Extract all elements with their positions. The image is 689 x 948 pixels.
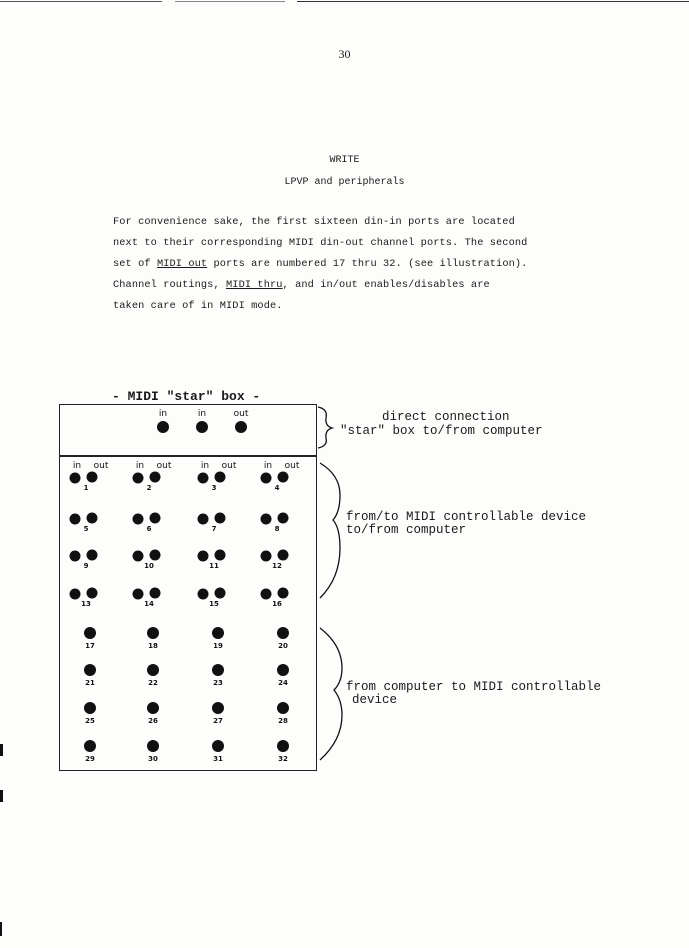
port-out xyxy=(278,513,289,524)
scan-speck xyxy=(0,744,3,756)
single-out-port xyxy=(84,627,96,639)
port-out xyxy=(278,472,289,483)
port-in xyxy=(70,551,81,562)
page-subtitle: LPVP and peripherals xyxy=(284,177,405,188)
pair-in-label: in xyxy=(263,461,273,471)
single-port-number: 22 xyxy=(148,679,158,687)
port-in xyxy=(70,473,81,484)
paragraph-line-5: taken care of in MIDI mode. xyxy=(113,300,283,312)
paragraph-midi-out: MIDI out xyxy=(156,258,208,270)
pair-port-number: 6 xyxy=(146,525,152,533)
single-out-port xyxy=(147,740,159,752)
port-in xyxy=(198,473,209,484)
port-in xyxy=(198,551,209,562)
single-out-port xyxy=(147,664,159,676)
pair-port-number: 9 xyxy=(83,562,89,570)
scan-speck xyxy=(0,922,2,936)
pair-in-label: in xyxy=(200,461,210,471)
single-port-number: 30 xyxy=(148,755,158,763)
brace-middle xyxy=(320,463,340,598)
box-title: - MIDI "star" box - xyxy=(112,389,261,404)
port-out xyxy=(87,472,98,483)
brace-bottom xyxy=(320,628,342,760)
computer-port-label: out xyxy=(233,409,249,419)
port-out xyxy=(215,513,226,524)
pair-port-number: 12 xyxy=(272,562,282,570)
pair-port-number: 16 xyxy=(272,600,282,608)
single-port-number: 26 xyxy=(148,717,158,725)
port-out xyxy=(215,472,226,483)
pair-port-number: 8 xyxy=(274,525,280,533)
brace-top xyxy=(318,407,332,448)
single-out-port xyxy=(212,740,224,752)
pair-port-number: 4 xyxy=(274,484,280,492)
single-port-number: 18 xyxy=(148,642,158,650)
single-out-port xyxy=(212,627,224,639)
port-out xyxy=(278,588,289,599)
port-in xyxy=(261,473,272,484)
paragraph-line-3-start: set of xyxy=(113,258,157,270)
port-out xyxy=(87,588,98,599)
annotation-middle-line-2: to/from computer xyxy=(346,523,467,537)
single-out-port xyxy=(84,740,96,752)
single-port-number: 29 xyxy=(85,755,95,763)
port-out xyxy=(150,550,161,561)
paragraph-line-4-start: Channel routings, xyxy=(113,279,227,291)
port-in xyxy=(261,589,272,600)
page-title: WRITE xyxy=(329,155,360,166)
single-out-port xyxy=(147,627,159,639)
port-out xyxy=(150,588,161,599)
pair-in-label: in xyxy=(72,461,82,471)
pair-port-number: 14 xyxy=(144,600,154,608)
annotation-bottom-line-2: device xyxy=(352,693,398,707)
annotation-top-line-1: direct connection xyxy=(382,410,510,424)
pair-port-number: 1 xyxy=(83,484,89,492)
pair-out-label: out xyxy=(156,461,172,471)
port-in xyxy=(133,589,144,600)
port-out xyxy=(278,550,289,561)
page-number: 30 xyxy=(338,47,351,61)
pair-port-number: 3 xyxy=(211,484,217,492)
single-out-port xyxy=(277,702,289,714)
annotation-bottom-line-1: from computer to MIDI controllable xyxy=(346,680,602,694)
computer-port xyxy=(235,421,247,433)
pair-port-number: 15 xyxy=(209,600,219,608)
port-out xyxy=(150,472,161,483)
paragraph-line-3-end: ports are numbered 17 thru 32. (see illustration). xyxy=(207,258,528,270)
port-in xyxy=(198,589,209,600)
pair-out-label: out xyxy=(93,461,109,471)
pair-port-number: 7 xyxy=(211,525,217,533)
port-in xyxy=(133,514,144,525)
paragraph-line-2: next to their corresponding MIDI din-out channel ports. The second xyxy=(113,237,528,249)
pair-out-label: out xyxy=(284,461,300,471)
port-in xyxy=(133,473,144,484)
single-out-port xyxy=(277,664,289,676)
computer-port-label: in xyxy=(158,409,168,419)
single-port-number: 17 xyxy=(85,642,95,650)
pair-port-number: 5 xyxy=(83,525,89,533)
single-port-number: 28 xyxy=(278,717,288,725)
pair-out-label: out xyxy=(221,461,237,471)
paragraph-line-4-end: , and in/out enables/disables are xyxy=(282,279,490,291)
port-out xyxy=(215,550,226,561)
port-in xyxy=(261,514,272,525)
single-out-port xyxy=(84,664,96,676)
single-out-port xyxy=(277,740,289,752)
single-out-port xyxy=(212,664,224,676)
port-in xyxy=(70,514,81,525)
pair-in-label: in xyxy=(135,461,145,471)
port-out xyxy=(87,513,98,524)
single-port-number: 27 xyxy=(213,717,223,725)
pair-port-number: 10 xyxy=(144,562,154,570)
computer-port xyxy=(157,421,169,433)
single-port-number: 21 xyxy=(85,679,95,687)
paragraph-line-1: For convenience sake, the first sixteen din-in ports are located xyxy=(113,216,515,228)
port-in xyxy=(133,551,144,562)
computer-port-label: in xyxy=(197,409,207,419)
annotation-top-line-2: "star" box to/from computer xyxy=(340,424,543,438)
single-port-number: 19 xyxy=(213,642,223,650)
computer-port xyxy=(196,421,208,433)
port-in xyxy=(261,551,272,562)
single-port-number: 23 xyxy=(213,679,223,687)
pair-port-number: 2 xyxy=(146,484,152,492)
port-out xyxy=(150,513,161,524)
single-port-number: 20 xyxy=(278,642,288,650)
single-out-port xyxy=(277,627,289,639)
scan-speck xyxy=(0,790,3,802)
single-out-port xyxy=(147,702,159,714)
single-port-number: 25 xyxy=(85,717,95,725)
port-in xyxy=(70,589,81,600)
paragraph-midi-thru: MIDI thru xyxy=(226,279,283,291)
port-in xyxy=(198,514,209,525)
pair-port-number: 11 xyxy=(209,562,219,570)
port-out xyxy=(215,588,226,599)
single-port-number: 32 xyxy=(278,755,288,763)
single-out-port xyxy=(212,702,224,714)
pair-port-number: 13 xyxy=(81,600,91,608)
annotation-middle-line-1: from/to MIDI controllable device xyxy=(346,510,587,524)
single-port-number: 24 xyxy=(278,679,288,687)
single-port-number: 31 xyxy=(213,755,223,763)
single-out-port xyxy=(84,702,96,714)
port-out xyxy=(87,550,98,561)
